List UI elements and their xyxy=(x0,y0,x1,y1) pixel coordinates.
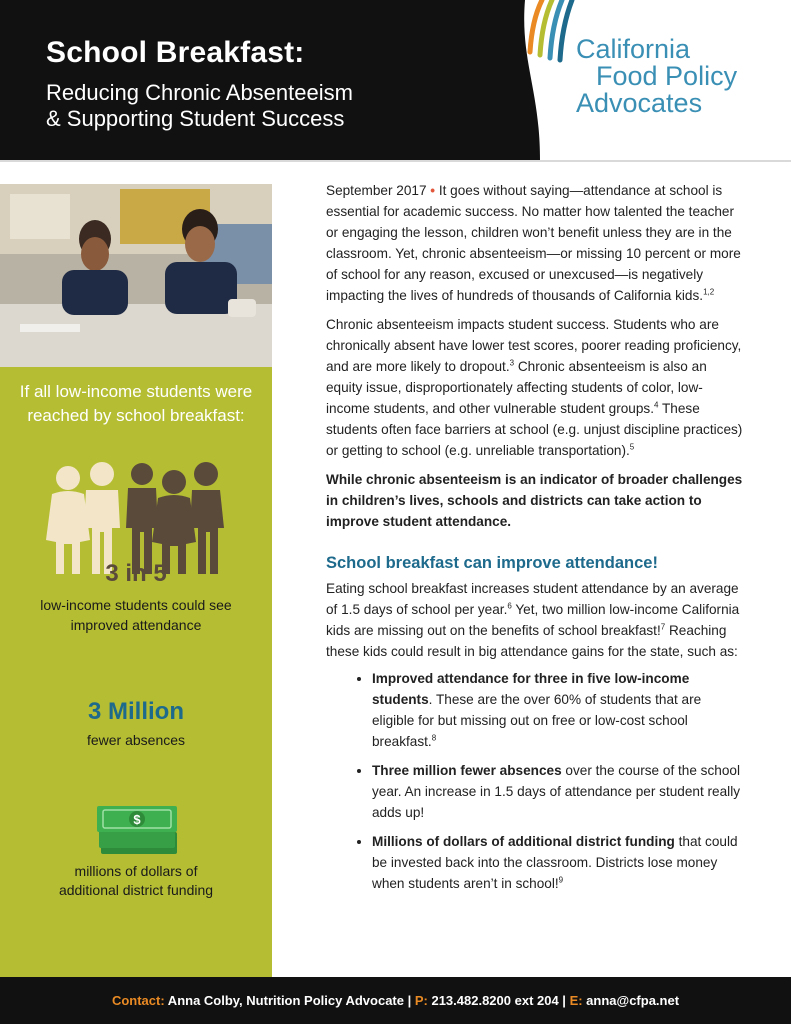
logo-line-2: Food Policy xyxy=(596,61,738,91)
phone-number: 213.482.8200 ext 204 | xyxy=(427,993,570,1008)
email-address: anna@cfpa.net xyxy=(582,993,680,1008)
phone-label: P: xyxy=(414,993,428,1008)
contact-name: Anna Colby, Nutrition Policy Advocate | xyxy=(164,993,415,1008)
subtitle-line-2: & Supporting Student Success xyxy=(46,106,345,131)
footnote-ref: 4 xyxy=(653,400,659,410)
stat-three-in-five-label xyxy=(0,595,272,635)
stat-three-in-five: 3 in 5 xyxy=(105,560,167,587)
email-label: E: xyxy=(569,993,583,1008)
stat-three-million-label: fewer absences xyxy=(86,732,186,748)
intro-text: It goes without saying—attendance at school is essential for academic success. No matter how talented the teacher or engaging the lesson, children won’t benefit unless they are in the classroom. Yet, chronic absenteeism—or missing 10 percent or more of school for any reason, excused or unexcused—is negatively impacting the lives of hundreds of thousands of California kids. xyxy=(326,183,741,303)
money-stack-icon xyxy=(95,802,181,858)
sidebar-heading-line-2: reached by school breakfast: xyxy=(27,406,245,425)
cfpa-logo xyxy=(500,0,791,160)
logo-text xyxy=(576,36,737,117)
stat1-line-1: low-income students could see xyxy=(40,597,232,613)
benefits-list xyxy=(326,668,746,894)
stat-funding-label xyxy=(0,862,272,900)
students-photo xyxy=(0,184,272,367)
action-statement: While chronic absenteeism is an indicator of broader challenges in children’s lives, schools and districts can take action to improve student attendance. xyxy=(326,472,743,529)
date-separator: • xyxy=(430,183,436,198)
page-title: School Breakfast: xyxy=(46,36,305,69)
contact-label: Contact: xyxy=(111,993,165,1008)
page-subtitle xyxy=(46,80,466,132)
impact-paragraph xyxy=(326,314,746,461)
section-heading: School breakfast can improve attendance! xyxy=(326,554,658,572)
list-item: • Three million fewer absences over the course of the school year. An increase in 1.5 days of attendance per student really adds up! xyxy=(372,760,746,823)
impact-text-b: Chronic absenteeism is also an equity issue, disproportionately affecting students of color, low-income students, and other vulnerable student groups. xyxy=(326,359,707,416)
publish-date: September 2017 xyxy=(326,183,427,198)
sidebar-heading xyxy=(0,380,272,428)
money-dollar-sign: $ xyxy=(133,812,141,827)
breakfast-paragraph xyxy=(326,578,746,662)
stat1-line-2: improved attendance xyxy=(70,617,202,633)
footnote-ref: 6 xyxy=(507,601,512,611)
main-article xyxy=(326,180,746,902)
list-item: • Improved attendance for three in five low-income students. These are the over 60% of students that are eligible for but missing out on free or low-cost school breakfast.$^8$ xyxy=(372,668,746,752)
footnote-ref: 7 xyxy=(660,622,666,632)
impact-text-a: Chronic absenteeism impacts student success. Students who are chronically absent have lower test scores, poorer reading proficiency, and are more likely to dropout. xyxy=(326,317,742,374)
breakfast-text-a: Eating school breakfast increases student attendance by an average of 1.5 days of school per year. xyxy=(326,581,739,617)
students-group-icon xyxy=(46,462,226,574)
footnote-ref: 5 xyxy=(629,442,635,452)
impact-text-c: These students often face barriers at school (e.g. unjust discipline practices) or getting to school (e.g. unreliable transportation). xyxy=(326,401,743,458)
logo-line-1: California xyxy=(576,34,691,64)
breakfast-text-b: Yet, two million low-income California kids are missing out on the benefits of school breakfast! xyxy=(326,602,740,638)
students-eating-breakfast-image xyxy=(0,184,272,367)
stat3-line-1: millions of dollars of xyxy=(74,863,198,879)
sidebar-stats xyxy=(0,162,272,977)
footnote-ref: 3 xyxy=(509,358,515,368)
subtitle-line-1: Reducing Chronic Absenteeism xyxy=(46,80,353,105)
logo-line-3: Advocates xyxy=(576,88,703,118)
footnote-ref: 1,2 xyxy=(703,287,715,297)
contact-footer xyxy=(0,977,791,1024)
intro-paragraph xyxy=(326,180,746,306)
header-banner xyxy=(0,0,791,160)
list-item: • Millions of dollars of additional district funding that could be invested back into the classroom. Districts lose money when students aren’t in school!$^9$ xyxy=(372,831,746,894)
stat3-line-2: additional district funding xyxy=(58,882,214,898)
breakfast-text-c: Reaching these kids could result in big attendance gains for the state, such as: xyxy=(326,623,738,659)
sidebar-heading-line-1: If all low-income students were xyxy=(19,382,253,401)
stat-three-million: 3 Million xyxy=(88,698,184,725)
